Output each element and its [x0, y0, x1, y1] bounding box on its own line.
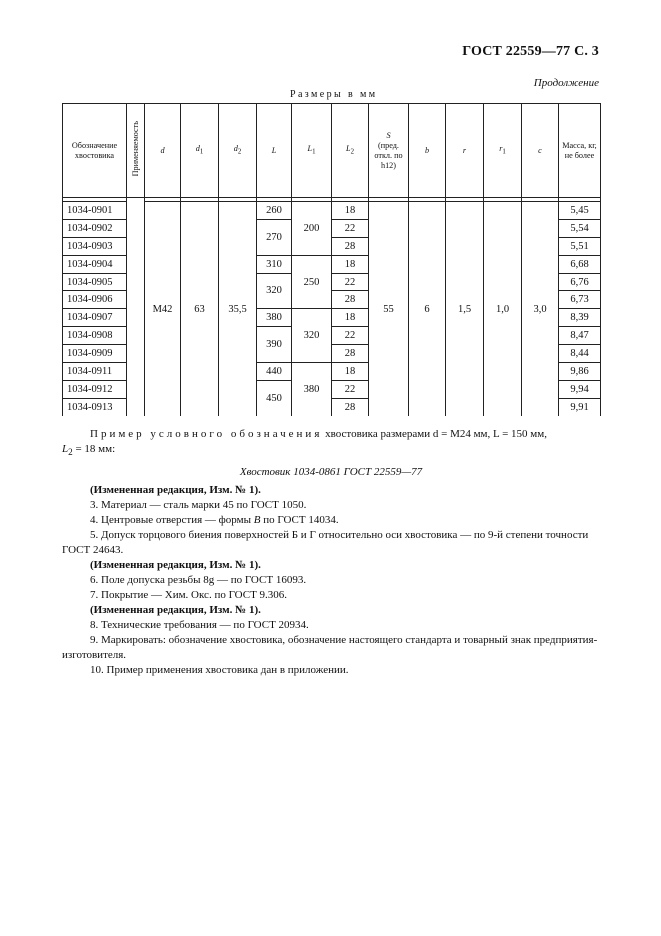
d1-cell: 63 — [181, 202, 219, 417]
L-cell: 390 — [257, 327, 292, 363]
edit-note: (Измененная редакция, Изм. № 1). — [90, 604, 261, 617]
L1-cell: 320 — [292, 309, 332, 363]
code-cell: 1034-0906 — [63, 291, 127, 309]
header-r1: $r_1$ — [484, 104, 522, 198]
b-cell: 6 — [409, 202, 446, 417]
code-cell: 1034-0909 — [63, 345, 127, 363]
item-7: 7. Покрытие — Хим. Окс. по ГОСТ 9.306. — [90, 589, 288, 602]
header-b: b — [409, 104, 446, 198]
L2-cell: 28 — [332, 398, 369, 416]
header-S: S (пред. откл. по h12) — [369, 104, 409, 198]
applicability-cell — [127, 202, 145, 417]
mass-cell: 9,91 — [559, 398, 601, 416]
table-header-row — [63, 104, 601, 198]
code-cell: 1034-0904 — [63, 255, 127, 273]
d-cell: M42 — [145, 202, 181, 417]
L2-cell: 18 — [332, 363, 369, 381]
header-d2: $d_2$ — [219, 104, 257, 198]
page-header: ГОСТ 22559—77 С. 3 — [462, 44, 599, 59]
item-3: 3. Материал — сталь марки 45 по ГОСТ 1050. — [90, 499, 307, 512]
item-8: 8. Технические требования — по ГОСТ 20934. — [90, 619, 309, 632]
code-cell: 1034-0902 — [63, 219, 127, 237]
item-5: 5. Допуск торцового биения поверхностей Б и Г относительно оси хвостовика — по 9-й степени точности ГОСТ 24643. — [62, 529, 589, 557]
L-cell: 320 — [257, 273, 292, 309]
header-designation: Обозначение хвостовика — [63, 104, 127, 198]
mass-cell: 5,54 — [559, 219, 601, 237]
L-cell: 310 — [257, 255, 292, 273]
code-cell: 1034-0903 — [63, 237, 127, 255]
edit-note: (Измененная редакция, Изм. № 1). — [90, 559, 261, 572]
body-text — [62, 427, 600, 678]
L2-cell: 28 — [332, 237, 369, 255]
example-paragraph: Пример условного обозначения хвостовика размерами d = M24 мм, L = 150 мм, $L_2 = 18$ мм: — [62, 428, 547, 458]
L2-cell: 18 — [332, 309, 369, 327]
header-mass: Масса, кг, не более — [559, 104, 601, 198]
mass-cell: 6,68 — [559, 255, 601, 273]
L1-cell: 380 — [292, 363, 332, 417]
sizes-caption: Размеры в мм — [290, 89, 378, 100]
header-applicability: Применяемость — [127, 104, 145, 198]
header-L2: $L_2$ — [332, 104, 369, 198]
L-cell: 380 — [257, 309, 292, 327]
mass-cell: 5,45 — [559, 202, 601, 220]
r-cell: 1,5 — [446, 202, 484, 417]
L2-cell: 18 — [332, 255, 369, 273]
mass-cell: 8,44 — [559, 345, 601, 363]
edit-note: (Измененная редакция, Изм. № 1). — [90, 484, 261, 497]
item-4: 4. Центровые отверстия — формы B по ГОСТ 14034. — [90, 514, 339, 527]
d2-cell: 35,5 — [219, 202, 257, 417]
L2-cell: 22 — [332, 273, 369, 291]
S-cell: 55 — [369, 202, 409, 417]
dimensions-table — [62, 103, 601, 416]
mass-cell: 6,76 — [559, 273, 601, 291]
L1-cell: 250 — [292, 255, 332, 309]
header-L: L — [257, 104, 292, 198]
L2-cell: 22 — [332, 380, 369, 398]
L-cell: 260 — [257, 202, 292, 220]
code-cell: 1034-0905 — [63, 273, 127, 291]
example-value: Хвостовик 1034-0861 ГОСТ 22559—77 — [239, 466, 423, 479]
L-cell: 270 — [257, 219, 292, 255]
code-cell: 1034-0908 — [63, 327, 127, 345]
header-d: d — [145, 104, 181, 198]
L-cell: 440 — [257, 363, 292, 381]
item-9: 9. Маркировать: обозначение хвостовика, обозначение настоящего стандарта и товарный знак предприятия-изготовителя. — [62, 634, 598, 662]
mass-cell: 8,47 — [559, 327, 601, 345]
mass-cell: 6,73 — [559, 291, 601, 309]
L2-cell: 22 — [332, 327, 369, 345]
L2-cell: 28 — [332, 345, 369, 363]
code-cell: 1034-0901 — [63, 202, 127, 220]
L2-cell: 28 — [332, 291, 369, 309]
table-row — [63, 202, 601, 220]
code-cell: 1034-0911 — [63, 363, 127, 381]
code-cell: 1034-0907 — [63, 309, 127, 327]
mass-cell: 9,86 — [559, 363, 601, 381]
item-10: 10. Пример применения хвостовика дан в приложении. — [90, 664, 349, 677]
mass-cell: 5,51 — [559, 237, 601, 255]
L1-cell: 200 — [292, 202, 332, 256]
continuation-label: Продолжение — [533, 77, 599, 89]
r1-cell: 1,0 — [484, 202, 522, 417]
header-r: r — [446, 104, 484, 198]
header-c: c — [522, 104, 559, 198]
header-L1: $L_1$ — [292, 104, 332, 198]
mass-cell: 9,94 — [559, 380, 601, 398]
c-cell: 3,0 — [522, 202, 559, 417]
code-cell: 1034-0912 — [63, 380, 127, 398]
code-cell: 1034-0913 — [63, 398, 127, 416]
L2-cell: 18 — [332, 202, 369, 220]
header-d1: $d_1$ — [181, 104, 219, 198]
L2-cell: 22 — [332, 219, 369, 237]
item-6: 6. Поле допуска резьбы 8g — по ГОСТ 16093. — [90, 574, 307, 587]
L-cell: 450 — [257, 380, 292, 416]
mass-cell: 8,39 — [559, 309, 601, 327]
